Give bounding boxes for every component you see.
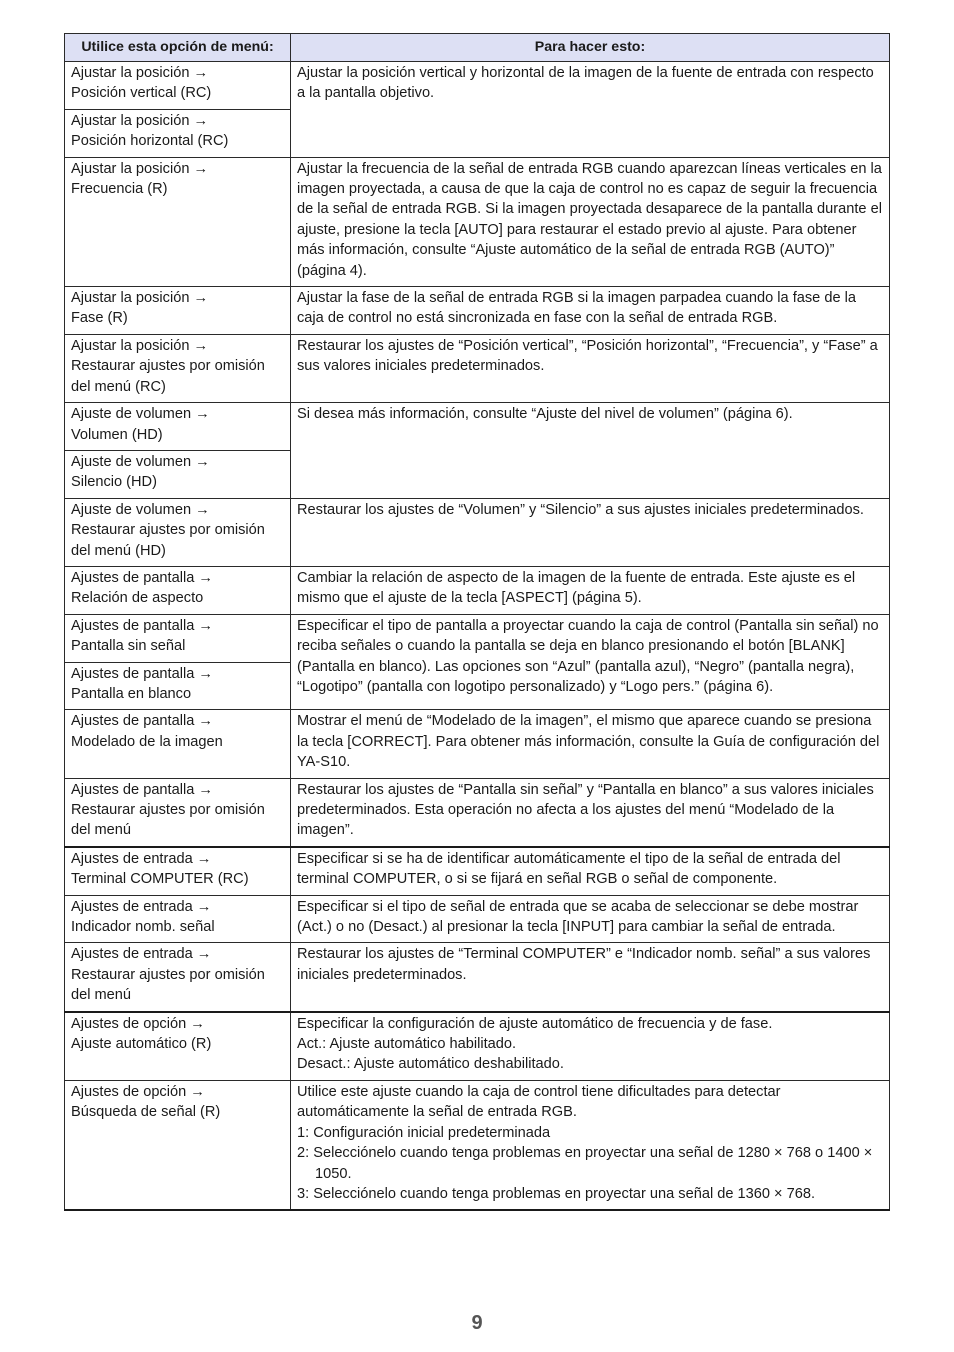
option-cell bbox=[65, 498, 291, 566]
table-row bbox=[65, 157, 890, 286]
option-item: Frecuencia (R) bbox=[71, 181, 168, 198]
option-item: Terminal COMPUTER (RC) bbox=[71, 871, 249, 888]
table-row bbox=[65, 566, 890, 614]
description-cell bbox=[291, 1080, 890, 1210]
description-cell: Si desea más información, consulte “Ajuste del nivel de volumen” (página 6). bbox=[291, 403, 890, 499]
arrow-right-icon: → bbox=[195, 453, 210, 470]
option-item: Pantalla en blanco bbox=[71, 685, 192, 702]
option-category: Ajuste de volumen bbox=[71, 501, 192, 518]
option-cell bbox=[65, 943, 291, 1012]
description-line: 1: Configuración inicial predeterminada bbox=[297, 1124, 551, 1141]
header-action: Para hacer esto: bbox=[291, 34, 890, 62]
option-category: Ajuste de volumen bbox=[71, 453, 192, 470]
table-row bbox=[65, 62, 890, 110]
description-line: 2: Selecciónelo cuando tenga problemas en proyectar una señal de 1280 × 768 o 1400 × 1050. bbox=[297, 1145, 873, 1182]
description-cell: Ajustar la posición vertical y horizontal de la imagen de la fuente de entrada con respecto a la pantalla objetivo. bbox=[291, 62, 890, 158]
option-item: Restaurar ajustes por omisión del menú (RC) bbox=[71, 358, 265, 395]
table-row bbox=[65, 943, 890, 1012]
option-category: Ajustes de pantalla bbox=[71, 713, 195, 730]
arrow-right-icon: → bbox=[195, 501, 210, 518]
header-option: Utilice esta opción de menú: bbox=[65, 34, 291, 62]
page-number: 9 bbox=[471, 1312, 483, 1334]
option-category: Ajustar la posición bbox=[71, 160, 190, 177]
arrow-right-icon: → bbox=[198, 617, 213, 634]
description-line: Act.: Ajuste automático habilitado. bbox=[297, 1036, 517, 1053]
table-row bbox=[65, 498, 890, 566]
table-row bbox=[65, 895, 890, 943]
option-item: Pantalla sin señal bbox=[71, 638, 186, 655]
description-cell: Restaurar los ajustes de “Volumen” y “Silencio” a sus ajustes iniciales predeterminados. bbox=[291, 498, 890, 566]
option-item: Ajuste automático (R) bbox=[71, 1036, 212, 1053]
table-row bbox=[65, 847, 890, 895]
option-cell bbox=[65, 566, 291, 614]
option-category: Ajustar la posición bbox=[71, 65, 190, 81]
option-item: Relación de aspecto bbox=[71, 590, 204, 607]
description-cell: Especificar el tipo de pantalla a proyectar cuando la caja de control (Pantalla sin señal) no reciba señales o cuando la pantalla se deja en blanco presionando el botón [BLANK] (Pantalla en blanco). Las opciones son “Azul” (pantalla azul), “Negro” (pantalla negra), “Logotipo” (pantalla con logotipo personalizado) y “Logo pers.” (página 6). bbox=[291, 614, 890, 710]
option-item: Modelado de la imagen bbox=[71, 733, 223, 750]
option-cell bbox=[65, 662, 291, 710]
description-cell: Restaurar los ajustes de “Posición vertical”, “Posición horizontal”, “Frecuencia”, y “Fase” a sus valores iniciales predeterminados. bbox=[291, 334, 890, 402]
option-cell bbox=[65, 847, 291, 895]
option-category: Ajustes de opción bbox=[71, 1083, 187, 1100]
option-item: Posición horizontal (RC) bbox=[71, 133, 229, 150]
option-item: Silencio (HD) bbox=[71, 474, 157, 491]
option-cell bbox=[65, 403, 291, 451]
arrow-right-icon: → bbox=[193, 112, 209, 129]
option-cell bbox=[65, 710, 291, 778]
option-category: Ajustar la posición bbox=[71, 337, 190, 354]
table-row bbox=[65, 614, 890, 662]
description-line: Desact.: Ajuste automático deshabilitado. bbox=[297, 1056, 564, 1073]
description-cell: Ajustar la fase de la señal de entrada RGB si la imagen parpadea cuando la fase de la caja de control no está sincronizada en fase con la señal de entrada RGB. bbox=[291, 287, 890, 335]
option-category: Ajustes de entrada bbox=[71, 946, 193, 963]
description-cell: Ajustar la frecuencia de la señal de entrada RGB cuando aparezcan líneas verticales en la imagen proyectada, a causa de que la caja de control no es capaz de seguir la frecuencia de la señal de entrada RGB. Si la imagen proyectada desaparece de la pantalla durante el ajuste, presione la tecla [AUTO] para restaurar el estado previo al ajuste. Para obtener más información, consulte “Ajuste automático de la señal de entrada RGB (AUTO)” (página 4). bbox=[291, 157, 890, 286]
arrow-right-icon: → bbox=[198, 781, 213, 798]
option-item: Fase (R) bbox=[71, 310, 128, 327]
arrow-right-icon: → bbox=[198, 569, 213, 586]
menu-options-table bbox=[64, 33, 890, 1211]
option-category: Ajustes de pantalla bbox=[71, 569, 195, 586]
option-cell bbox=[65, 895, 291, 943]
option-cell bbox=[65, 1080, 291, 1210]
option-item: Restaurar ajustes por omisión del menú (HD) bbox=[71, 522, 265, 559]
option-cell bbox=[65, 287, 291, 335]
description-cell: Restaurar los ajustes de “Terminal COMPUTER” e “Indicador nomb. señal” a sus valores iniciales predeterminados. bbox=[291, 943, 890, 1012]
description-cell: Especificar si el tipo de señal de entrada que se acaba de seleccionar se debe mostrar (Act.) o no (Desact.) al presionar la tecla [INPUT] para cambiar la señal de entrada. bbox=[291, 895, 890, 943]
table-row bbox=[65, 403, 890, 451]
arrow-right-icon: → bbox=[196, 898, 212, 915]
option-cell bbox=[65, 157, 291, 286]
arrow-right-icon: → bbox=[198, 665, 213, 682]
arrow-right-icon: → bbox=[193, 65, 209, 81]
description-line: 3: Selecciónelo cuando tenga problemas en proyectar una señal de 1360 × 768. bbox=[297, 1185, 816, 1202]
description-cell: Restaurar los ajustes de “Pantalla sin señal” y “Pantalla en blanco” a sus valores iniciales predeterminados. Esta operación no afecta a los ajustes del menú “Modelado de la imagen”. bbox=[291, 778, 890, 847]
arrow-right-icon: → bbox=[190, 1083, 205, 1100]
option-item: Indicador nomb. señal bbox=[71, 919, 215, 936]
option-cell bbox=[65, 614, 291, 662]
option-category: Ajustes de pantalla bbox=[71, 781, 195, 798]
description-cell: Mostrar el menú de “Modelado de la imagen”, el mismo que aparece cuando se presiona la tecla [CORRECT]. Para obtener más información, consulte la Guía de configuración del YA-S10. bbox=[291, 710, 890, 778]
description-cell bbox=[291, 1012, 890, 1081]
option-category: Ajustes de entrada bbox=[71, 850, 193, 867]
option-item: Restaurar ajustes por omisión del menú bbox=[71, 966, 265, 1004]
option-cell bbox=[65, 1012, 291, 1081]
option-cell bbox=[65, 778, 291, 847]
table-row bbox=[65, 710, 890, 778]
arrow-right-icon: → bbox=[193, 290, 209, 307]
arrow-right-icon: → bbox=[193, 160, 209, 177]
option-item: Búsqueda de señal (R) bbox=[71, 1104, 221, 1121]
arrow-right-icon: → bbox=[193, 337, 209, 354]
table-header-row bbox=[65, 34, 890, 62]
description-cell: Cambiar la relación de aspecto de la imagen de la fuente de entrada. Este ajuste es el mismo que el ajuste de la tecla [ASPECT] (página 5). bbox=[291, 566, 890, 614]
option-cell bbox=[65, 450, 291, 498]
arrow-right-icon: → bbox=[196, 946, 212, 963]
option-cell bbox=[65, 109, 291, 157]
description-line: Utilice este ajuste cuando la caja de control tiene dificultades para detectar automáticamente la señal de entrada RGB. bbox=[297, 1083, 781, 1121]
table-row bbox=[65, 287, 890, 335]
arrow-right-icon: → bbox=[195, 406, 210, 423]
arrow-right-icon: → bbox=[198, 713, 213, 730]
table-row bbox=[65, 1012, 890, 1081]
option-category: Ajustar la posición bbox=[71, 112, 190, 129]
table-row bbox=[65, 778, 890, 847]
arrow-right-icon: → bbox=[190, 1015, 205, 1032]
option-cell bbox=[65, 62, 291, 110]
option-category: Ajustes de opción bbox=[71, 1015, 187, 1032]
option-category: Ajustes de pantalla bbox=[71, 617, 195, 634]
table-row bbox=[65, 334, 890, 402]
option-category: Ajuste de volumen bbox=[71, 406, 192, 423]
option-category: Ajustes de pantalla bbox=[71, 665, 195, 682]
option-item: Volumen (HD) bbox=[71, 426, 163, 443]
option-category: Ajustar la posición bbox=[71, 290, 190, 307]
description-cell: Especificar si se ha de identificar automáticamente el tipo de la señal de entrada del terminal COMPUTER, o si se fijará en señal RGB o señal de componente. bbox=[291, 847, 890, 895]
option-item: Restaurar ajustes por omisión del menú bbox=[71, 802, 265, 839]
option-category: Ajustes de entrada bbox=[71, 898, 193, 915]
table-row bbox=[65, 1080, 890, 1210]
description-line: Especificar la configuración de ajuste automático de frecuencia y de fase. bbox=[297, 1015, 773, 1032]
option-item: Posición vertical (RC) bbox=[71, 85, 212, 102]
option-cell bbox=[65, 334, 291, 402]
arrow-right-icon: → bbox=[196, 850, 212, 867]
